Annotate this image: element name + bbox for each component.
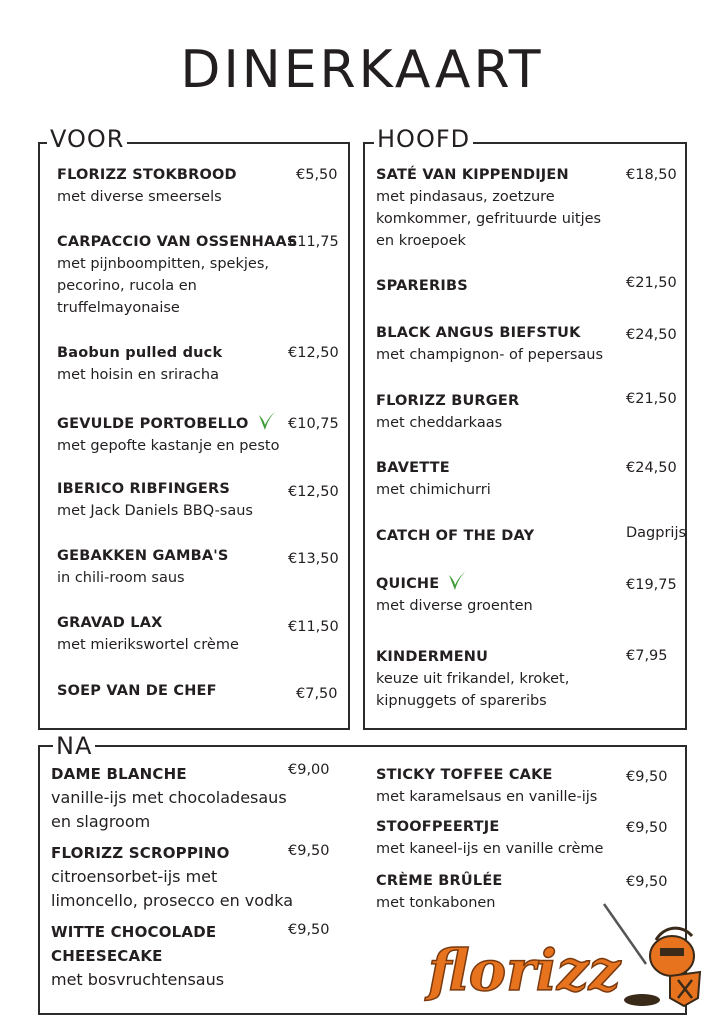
item-desc: met hoisin en sriracha [57,367,219,383]
item-desc: met champignon- of pepersaus [376,347,604,363]
item-name: STOOFPEERTJE [376,819,500,835]
item-desc: met diverse smeersels [57,189,222,205]
item-price: €7,50 [296,686,338,702]
item-name: BLACK ANGUS BIEFSTUK [376,325,581,341]
menu-item [376,275,468,297]
menu-item [51,762,287,834]
item-price: €9,50 [626,820,668,836]
item-price: €7,95 [626,648,668,664]
item-desc: pecorino, rucola en [57,278,197,294]
item-name: CARPACCIO VAN OSSENHAAS [57,234,298,250]
menu-item [376,764,597,808]
item-desc: met chimichurri [376,482,491,498]
menu-item [376,646,569,712]
menu-item [57,231,297,319]
item-name: Baobun pulled duck [57,345,223,361]
item-desc: vanille-ijs met chocoladesaus [51,788,287,807]
item-price: €12,50 [288,484,339,500]
item-desc: limoncello, prosecco en vodka [51,891,293,910]
vegetarian-leaf-icon [445,570,467,592]
item-name: KINDERMENU [376,649,489,665]
vegetarian-leaf-icon [255,410,277,432]
item-desc: en slagroom [51,812,151,831]
item-desc: citroensorbet-ijs met [51,867,218,886]
item-price: Dagprijs [626,525,687,541]
item-name: GEBAKKEN GAMBA'S [57,548,229,564]
item-name: SATÉ VAN KIPPENDIJEN [376,167,569,183]
menu-item [376,164,601,252]
menu-item [57,164,237,208]
item-price: €11,50 [288,619,339,635]
item-name: BAVETTE [376,460,450,476]
item-name: STICKY TOFFEE CAKE [376,767,553,783]
menu-item [376,525,534,547]
item-desc: komkommer, gefrituurde uitjes [376,211,602,227]
item-name: SPARERIBS [376,278,468,294]
item-name: FLORIZZ STOKBROOD [57,167,237,183]
menu-item [376,390,519,434]
item-desc: met karamelsaus en vanille-ijs [376,789,598,805]
item-price: €12,50 [288,345,339,361]
section-label-hoofd: HOOFD [374,126,473,152]
logo-text: florizz [428,938,621,1004]
item-desc: keuze uit frikandel, kroket, [376,671,570,687]
item-desc: met gepofte kastanje en pesto [57,438,280,454]
item-name: WITTE CHOCOLADE [51,923,217,941]
item-name: IBERICO RIBFINGERS [57,481,230,497]
menu-item [376,322,603,366]
item-name: SOEP VAN DE CHEF [57,683,217,699]
item-desc: truffelmayonaise [57,300,180,316]
item-desc: met cheddarkaas [376,415,503,431]
item-price: €9,00 [288,762,330,778]
item-desc: met kaneel-ijs en vanille crème [376,841,604,857]
item-desc: met tonkabonen [376,895,496,911]
menu-item [57,680,217,702]
section-label-na: NA [53,733,95,759]
item-name: QUICHE [376,576,440,592]
item-name-row [376,570,533,595]
item-desc: met pindasaus, zoetzure [376,189,555,205]
item-price: €21,50 [626,391,677,407]
item-name: CRÈME BRÛLÉE [376,873,503,889]
item-price: €10,75 [288,416,339,432]
menu-item [57,410,279,457]
item-price: €5,50 [296,167,338,183]
item-name: FLORIZZ SCROPPINO [51,844,230,862]
page-title: DINERKAART [180,40,544,100]
item-price: €9,50 [626,874,668,890]
item-price: €13,50 [288,551,339,567]
item-price: €24,50 [626,327,677,343]
item-desc: met bosvruchtensaus [51,970,225,989]
item-desc: met diverse groenten [376,598,533,614]
item-desc: met Jack Daniels BBQ-saus [57,503,253,519]
menu-item [57,342,222,386]
menu-item [57,612,239,656]
menu-item [376,457,491,501]
item-price: €24,50 [626,460,677,476]
item-desc: kipnuggets of spareribs [376,693,547,709]
item-desc: in chili-room saus [57,570,185,586]
florizz-logo [420,900,710,1010]
item-desc: met mierikswortel crème [57,637,239,653]
menu-item [376,816,603,860]
item-price: €9,50 [288,843,330,859]
item-price: €11,75 [288,234,339,250]
item-desc: met pijnboompitten, spekjes, [57,256,269,272]
menu-item [51,920,224,992]
item-name: FLORIZZ BURGER [376,393,520,409]
menu-item [57,545,229,589]
item-price: €19,75 [626,577,677,593]
item-price: €9,50 [626,769,668,785]
item-name-continued: CHEESECAKE [51,947,163,965]
item-price: €18,50 [626,167,677,183]
item-price: €9,50 [288,922,330,938]
item-name: DAME BLANCHE [51,765,187,783]
section-label-voor: VOOR [47,126,127,152]
menu-item [376,570,533,617]
item-name: CATCH OF THE DAY [376,528,535,544]
item-price: €21,50 [626,275,677,291]
item-name-row [57,410,279,435]
item-desc: en kroepoek [376,233,466,249]
menu-item [57,478,253,522]
item-name: GEVULDE PORTOBELLO [57,416,249,432]
menu-item [51,841,293,913]
item-name: GRAVAD LAX [57,615,163,631]
